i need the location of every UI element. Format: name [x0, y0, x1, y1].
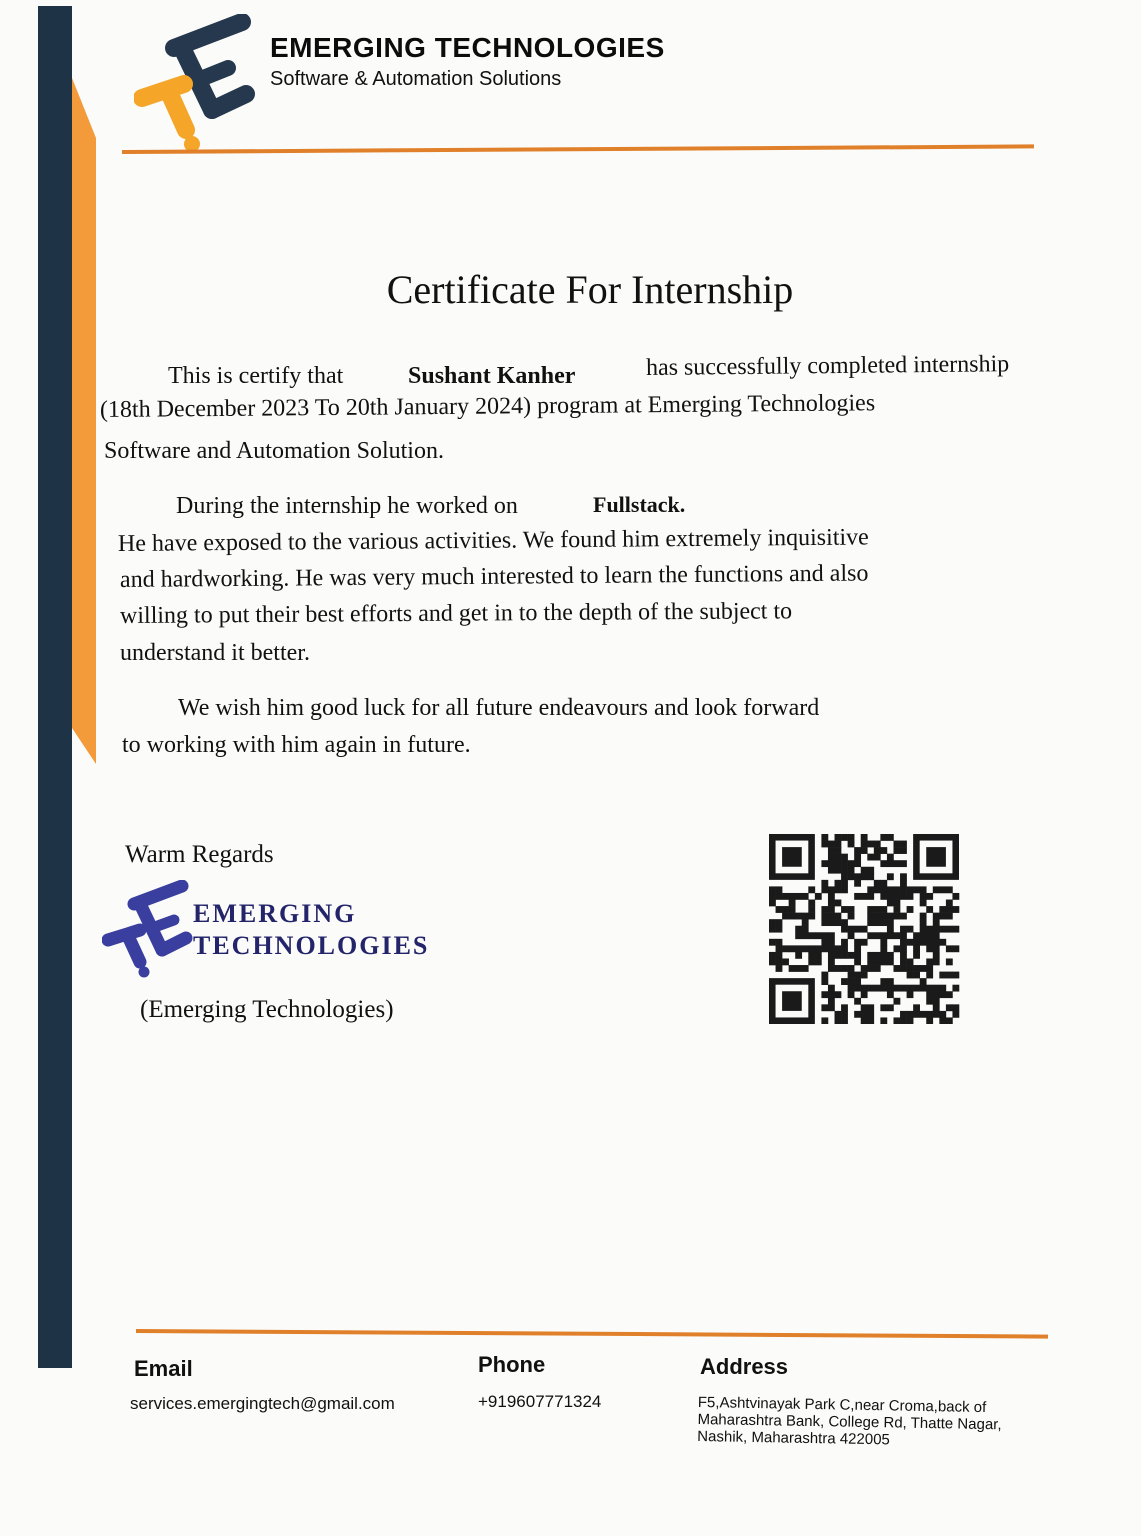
- email-value: services.emergingtech@gmail.com: [130, 1394, 395, 1413]
- address-line-3: Nashik, Maharashtra 422005: [697, 1427, 891, 1449]
- intern-name: Sushant Kanher: [408, 363, 576, 389]
- address-label: Address: [700, 1354, 789, 1379]
- signatory-name: (Emerging Technologies): [140, 996, 394, 1023]
- para2-line4: willing to put their best efforts and get in to the depth of the subject to: [119, 598, 793, 629]
- para1-line3: Software and Automation Solution.: [104, 438, 444, 464]
- phone-value: +919607771324: [478, 1392, 602, 1411]
- stamp-line-1: EMERGING: [193, 899, 357, 928]
- address-value: [697, 1394, 1078, 1452]
- qr-code-icon: [764, 834, 964, 1024]
- para1-prefix: This is certify that: [168, 363, 344, 389]
- para2-prefix: During the internship he worked on: [176, 493, 518, 519]
- stamp-company-name: [193, 898, 429, 962]
- address-line-1: F5,Ashtvinayak Park C,near Croma,back of: [697, 1394, 987, 1417]
- address-line-2: Maharashtra Bank, College Rd, Thatte Nagar,: [697, 1410, 1002, 1434]
- phone-label: Phone: [478, 1352, 546, 1377]
- company-name: EMERGING TECHNOLOGIES: [270, 32, 665, 63]
- para3-line1: We wish him good luck for all future endeavours and look forward: [178, 695, 820, 721]
- footer-divider: [136, 1329, 1048, 1339]
- stamp-line-2: TECHNOLOGIES: [193, 931, 430, 960]
- certificate-title: Certificate For Internship: [386, 267, 794, 312]
- para2-line3: and hardworking. He was very much interested to learn the functions and also: [119, 560, 869, 593]
- header-divider: [122, 144, 1034, 154]
- project-name: Fullstack.: [593, 492, 686, 517]
- left-navy-stripe: [38, 6, 72, 1368]
- closing-text: Warm Regards: [125, 841, 274, 868]
- para1-line2: (18th December 2023 To 20th January 2024) program at Emerging Technologies: [99, 390, 876, 423]
- para1-suffix: has successfully completed internship: [645, 351, 1010, 381]
- email-label: Email: [134, 1356, 193, 1381]
- para3-line2: to working with him again in future.: [122, 732, 471, 758]
- company-tagline: Software & Automation Solutions: [270, 68, 562, 90]
- te-logo-icon: [134, 14, 258, 154]
- stamp-logo-icon: [102, 880, 194, 978]
- para2-line5: understand it better.: [120, 640, 310, 666]
- para2-line2: He have exposed to the various activities. We found him extremely inquisitive: [117, 524, 869, 557]
